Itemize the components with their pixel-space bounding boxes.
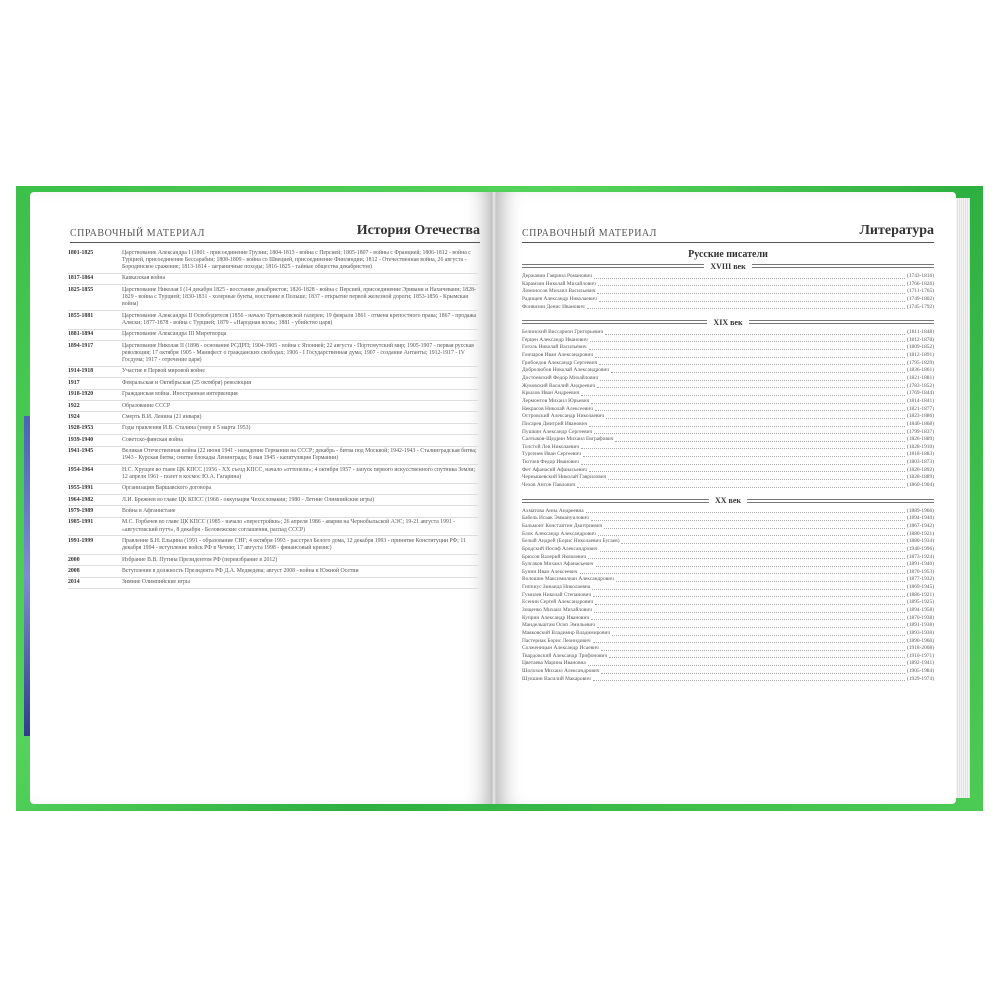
timeline-row — [68, 578, 478, 589]
dot-leader — [581, 390, 905, 396]
timeline-text: Л.И. Брежнев во главе ЦК КПСС (1968 - оккупация Чехословакии; 1980 - Летние Олимпийские игры) — [122, 496, 375, 503]
writer-row — [522, 304, 934, 312]
timeline-years: 1979-1989 — [68, 508, 94, 515]
writer-row — [522, 630, 934, 638]
dot-leader — [600, 546, 906, 552]
dot-leader — [591, 398, 905, 404]
writer-years: (1892-1941) — [907, 660, 934, 667]
timeline-row — [68, 566, 478, 577]
writer-name: Пастернак Борис Леонидович — [522, 637, 591, 644]
writer-name: Бродский Иосиф Александрович — [522, 545, 598, 552]
writer-name: Фет Афанасий Афанасьевич — [522, 466, 587, 473]
list-title: Русские писатели — [688, 249, 768, 260]
writer-years: (1811-1848) — [907, 329, 934, 336]
timeline-row — [68, 311, 478, 330]
writer-years: (1711-1765) — [907, 288, 934, 295]
writer-years: (1894-1940) — [907, 515, 934, 522]
writer-name: Ахматова Анна Андреевна — [522, 507, 584, 514]
dot-leader — [586, 508, 905, 514]
writer-years: (1745-1792) — [907, 303, 934, 310]
century-heading — [522, 496, 934, 506]
timeline-years: 2014 — [68, 579, 80, 586]
writer-years: (1823-1886) — [907, 413, 934, 420]
timeline-text: Правление Б.Н. Ельцина (1991 - образование СНГ; 4 октября 1993 - расстрел Белого дома, 12 декабря 1993 - принятие Конституции РФ; 11 декабря 1994 - вступление войск РФ в Чечню; 17 августа 1998 - финансовый кризис) — [122, 538, 466, 552]
dot-leader — [595, 352, 905, 358]
header-subject: История Отечества — [356, 223, 480, 238]
timeline-text: Годы правления И.В. Сталина (умер в 5 марта 1953) — [122, 425, 251, 432]
timeline-row — [68, 424, 478, 435]
dot-leader — [604, 523, 905, 529]
writer-row — [522, 413, 934, 421]
writer-row — [522, 281, 934, 289]
writer-years: (1814-1841) — [907, 397, 934, 404]
writer-years: (1840-1868) — [907, 420, 934, 427]
writer-years: (1893-1930) — [907, 629, 934, 636]
dot-leader — [587, 304, 905, 310]
writer-years: (1940-1996) — [907, 545, 934, 552]
writer-name: Державин Гавриил Романович — [522, 273, 592, 279]
timeline-text: Война в Афганистане — [122, 508, 176, 515]
timeline-row — [68, 495, 478, 506]
timeline-years: 1918-1920 — [68, 391, 94, 398]
timeline-years: 1991-1999 — [68, 538, 94, 545]
writer-name: Зощенко Михаил Михайлович — [522, 606, 592, 613]
writer-row — [522, 352, 934, 360]
writer-row — [522, 584, 934, 592]
writer-name: Шолохов Михаил Александрович — [522, 668, 600, 675]
writer-row — [522, 668, 934, 676]
writer-years: (1910-1971) — [907, 652, 934, 659]
writer-name: Мандельштам Осип Эмильевич — [522, 622, 596, 629]
timeline-text: Царствование Александра I (1801 - присоединение Грузии; 1804-1813 - война с Персией; 1805-1807 - войны с Францией; 1806-1812 - война с Турцией, присоединение Бессарабии; 1808-1809 - война со Швецией, присоединение Финляндии; 1812 - Отечественная война, 26 августа - Бородинское сражение; 1813-1814 - заграничные походы; 1816-1825 - тайные общества декабристов) — [122, 249, 471, 270]
dot-leader — [594, 429, 905, 435]
writer-years: (1889-1966) — [907, 507, 934, 514]
timeline-row — [68, 518, 478, 537]
dot-leader — [577, 482, 905, 488]
dot-leader — [581, 459, 905, 465]
dot-leader — [599, 360, 905, 366]
writer-years: (1821-1881) — [907, 375, 934, 382]
writer-name: Солженицын Александр Исаевич — [522, 645, 599, 652]
writer-name: Герцен Александр Иванович — [522, 336, 588, 343]
writer-years: (1880-1934) — [907, 538, 934, 545]
writer-name: Салтыков-Щедрин Михаил Евграфович — [522, 436, 614, 443]
timeline-row — [68, 435, 478, 446]
timeline-years: 1914-1918 — [68, 368, 94, 375]
writer-name: Ломоносов Михаил Васильевич — [522, 288, 596, 295]
writer-years: (1795-1829) — [907, 359, 934, 366]
writer-row — [522, 390, 934, 398]
dot-leader — [612, 630, 905, 636]
writer-row — [522, 622, 934, 630]
writer-years: (1880-1921) — [907, 530, 934, 537]
writer-years: (1877-1932) — [907, 576, 934, 583]
timeline-years: 2000 — [68, 556, 80, 563]
writer-name: Брюсов Валерий Яковлевич — [522, 553, 587, 560]
timeline-text: Н.С. Хрущев во главе ЦК КПСС (1956 - XX съезд КПСС, начало «оттепели»; 4 октября 1957 - запуск первого искусственного спутника Земли; 12 апреля 1961 - полет в космос Ю.А. Гагарина) — [122, 466, 476, 480]
timeline-years: 1928-1953 — [68, 425, 94, 432]
writer-name: Шукшин Василий Макарович — [522, 675, 591, 682]
writer-name: Чернышевский Николай Гаврилович — [522, 474, 607, 481]
timeline-text: Гражданская война. Иностранная интервенция — [122, 391, 238, 398]
writer-name: Блок Александр Александрович — [522, 530, 596, 537]
timeline-years: 1855-1881 — [68, 312, 94, 319]
writer-years: (1828-1910) — [907, 443, 934, 450]
writer-row — [522, 474, 934, 482]
writer-name: Гончаров Иван Александрович — [522, 352, 594, 359]
timeline-years: 1939-1940 — [68, 436, 94, 443]
writer-row — [522, 638, 934, 646]
writer-years: (1826-1889) — [907, 436, 934, 443]
writer-name: Белый Андрей (Борис Николаевич Бугаев) — [522, 538, 620, 545]
writer-name: Гиппиус Зинаида Николаевна — [522, 584, 591, 591]
writer-row — [522, 538, 934, 546]
writer-row — [522, 615, 934, 623]
writer-years: (1929-1974) — [907, 675, 934, 682]
writer-row — [522, 459, 934, 467]
dot-leader — [593, 592, 905, 598]
writer-name: Маяковский Владимир Владимирович — [522, 629, 611, 636]
writer-name: Пушкин Александр Сергеевич — [522, 428, 593, 435]
dot-leader — [608, 474, 905, 480]
century-sections — [522, 261, 934, 683]
timeline-text: М.С. Горбачев во главе ЦК КПСС (1985 - начало «перестройки»; 26 апреля 1986 - авария на Чернобыльской АЭС; 19-21 августа 1991 - «августовский путч», 8 декабря - Беловежские соглашения, распад СССР) — [122, 519, 456, 533]
writer-name: Есенин Сергей Александрович — [522, 599, 594, 606]
timeline-text: Царствование Николая II (1898 - основание РСДРП; 1904-1905 - война с Японией; 22 августа - Портсмутский мир; 1905-1907 - первая русская революция; 17 октября 1905 - Манифест о гражданских свободах; 1906 - I Государственная дума; 1907 - создание Антанты; 1912-1917 - IV Госдума; 1917 - отречение царя) — [122, 342, 474, 363]
dot-leader — [605, 329, 905, 335]
writer-years: (1820-1892) — [907, 466, 934, 473]
history-timeline — [68, 248, 478, 589]
writer-row — [522, 344, 934, 352]
dot-leader — [606, 413, 905, 419]
timeline-text: Царствование Николая I (14 декабря 1825 - восстание декабристов; 1826-1828 - война с Персией, присоединение Эривани и Нахичевани; 1828-1829 - война с Турцией; 1830-1831 - холерные бунты, восстание в Польше; 1837 - открытие первой железной дороги; 1853-1856 - Крымская война) — [122, 286, 476, 308]
timeline-years: 1881-1894 — [68, 331, 94, 338]
writer-years: (1890-1960) — [907, 637, 934, 644]
writer-name: Толстой Лев Николаевич — [522, 443, 580, 450]
timeline-years: 1922 — [68, 402, 80, 409]
heading-rule — [747, 499, 934, 503]
timeline-years: 1955-1991 — [68, 485, 94, 492]
timeline-text: Участие в Первой мировой войне — [122, 368, 205, 375]
timeline-row — [68, 506, 478, 517]
timeline-row — [68, 536, 478, 555]
writer-row — [522, 288, 934, 296]
writer-name: Некрасов Николай Алексеевич — [522, 405, 593, 412]
writer-years: (1821-1877) — [907, 405, 934, 412]
writer-name: Тютчев Федор Иванович — [522, 459, 579, 466]
writer-years: (1895-1925) — [907, 599, 934, 606]
writer-row — [522, 569, 934, 577]
timeline-text: Образование СССР — [122, 402, 171, 409]
heading-rule — [522, 264, 704, 268]
writer-name: Булгаков Михаил Афанасьевич — [522, 561, 594, 568]
writer-name: Островский Александр Николаевич — [522, 413, 605, 420]
dot-leader — [609, 653, 905, 659]
century-label: XIX век — [713, 317, 743, 327]
timeline-years: 1894-1917 — [68, 342, 94, 349]
writer-name: Гоголь Николай Васильевич — [522, 344, 587, 351]
writer-row — [522, 367, 934, 375]
header-section: СПРАВОЧНЫЙ МАТЕРИАЛ — [522, 228, 657, 239]
right-page — [496, 192, 956, 804]
writer-years: (1870-1953) — [907, 568, 934, 575]
writer-years: (1809-1852) — [907, 344, 934, 351]
timeline-years: 1917 — [68, 379, 80, 386]
dot-leader — [597, 288, 905, 294]
writer-years: (1743-1816) — [907, 273, 934, 279]
timeline-years: 1941-1945 — [68, 448, 94, 455]
heading-rule — [522, 499, 709, 503]
timeline-years: 1825-1855 — [68, 286, 94, 293]
dot-leader — [594, 273, 905, 279]
writer-row — [522, 436, 934, 444]
writer-row — [522, 451, 934, 459]
timeline-text: Зимние Олимпийские игры — [122, 579, 190, 586]
writer-years: (1894-1958) — [907, 606, 934, 613]
century-label: XX век — [714, 496, 742, 506]
dot-leader — [601, 645, 905, 651]
timeline-row — [68, 447, 478, 466]
dot-leader — [597, 383, 905, 389]
timeline-text: Избрание В.В. Путина Президентом РФ (переизбрание в 2012) — [122, 556, 278, 563]
writer-years: (1905-1984) — [907, 668, 934, 675]
timeline-years: 1964-1982 — [68, 496, 94, 503]
writer-years: (1836-1861) — [907, 367, 934, 374]
writer-name: Твардовский Александр Трифонович — [522, 652, 608, 659]
writer-row — [522, 676, 934, 684]
timeline-row — [68, 484, 478, 495]
book-spread — [30, 192, 970, 804]
writer-row — [522, 599, 934, 607]
writer-name: Цветаева Марина Ивановна — [522, 660, 586, 667]
dot-leader — [589, 467, 905, 473]
writer-years: (1783-1852) — [907, 382, 934, 389]
writer-row — [522, 329, 934, 337]
dot-leader — [595, 599, 905, 605]
dot-leader — [597, 622, 905, 628]
writer-years: (1812-1870) — [907, 336, 934, 343]
timeline-text: Царствование Александра II Освободителя (1856 - начало Третьяковской галереи; 19 февраля 1861 - отмена крепостного права; 1867 - продажа Аляски; 1877-1878 - война с Турцией; 1879 - «Народная воля»; 1881 - убийство царя) — [122, 312, 477, 326]
dot-leader — [595, 406, 905, 412]
writer-name: Достоевский Федор Михайлович — [522, 375, 599, 382]
timeline-text: Вступление в должность Президента РФ Д.А. Медведева; август 2008 - война в Южной Осетии — [122, 568, 359, 575]
writer-row — [522, 482, 934, 490]
writer-name: Писарев Дмитрий Иванович — [522, 420, 588, 427]
dot-leader — [616, 576, 905, 582]
dot-leader — [596, 561, 906, 567]
writer-name: Радищев Александр Николаевич — [522, 295, 597, 302]
dot-leader — [601, 668, 905, 674]
dot-leader — [594, 607, 905, 613]
writer-row — [522, 375, 934, 383]
century-heading — [522, 261, 934, 271]
writer-years: (1867-1942) — [907, 522, 934, 529]
timeline-row — [68, 465, 478, 484]
dot-leader — [592, 584, 905, 590]
writer-row — [522, 660, 934, 668]
writer-name: Бабель Исаак Эммануилович — [522, 515, 589, 522]
timeline-years: 1985-1991 — [68, 519, 94, 526]
writer-row — [522, 515, 934, 523]
writers-list — [522, 248, 934, 683]
dot-leader — [593, 676, 905, 682]
timeline-row — [68, 274, 478, 285]
timeline-years: 2008 — [68, 568, 80, 575]
page-header — [522, 218, 934, 243]
writer-name: Грибоедов Александр Сергеевич — [522, 359, 598, 366]
writer-years: (1799-1837) — [907, 428, 934, 435]
writer-years: (1766-1826) — [907, 280, 934, 287]
century-label: XVIII век — [710, 261, 746, 271]
century-heading — [522, 317, 934, 327]
timeline-text: Организация Варшавского договора — [122, 485, 212, 492]
dot-leader — [621, 538, 905, 544]
timeline-text: Царствование Александра III Миротворца — [122, 331, 227, 338]
writer-row — [522, 554, 934, 562]
dot-leader — [600, 375, 905, 381]
timeline-row — [68, 341, 478, 367]
writer-row — [522, 444, 934, 452]
writer-years: (1812-1891) — [907, 352, 934, 359]
timeline-text: Февральская и Октябрьская (25 октября) революции — [122, 379, 252, 386]
timeline-years: 1954-1964 — [68, 466, 94, 473]
writer-name: Фонвизин Денис Иванович — [522, 303, 585, 310]
timeline-row — [68, 412, 478, 423]
timeline-row — [68, 401, 478, 412]
timeline-text: Смерть В.И. Ленина (21 января) — [122, 413, 202, 420]
header-subject: Литература — [859, 223, 934, 238]
writer-years: (1828-1889) — [907, 474, 934, 481]
timeline-years: 1924 — [68, 413, 80, 420]
heading-rule — [752, 264, 934, 268]
dot-leader — [599, 296, 905, 302]
writer-years: (1769-1844) — [907, 390, 934, 397]
writer-years: (1891-1938) — [907, 622, 934, 629]
dot-leader — [590, 337, 905, 343]
timeline-row — [68, 330, 478, 341]
timeline-text: Кавказская война — [122, 275, 166, 282]
writer-years: (1886-1921) — [907, 591, 934, 598]
dot-leader — [615, 436, 905, 442]
dot-leader — [598, 281, 905, 287]
writer-name: Гумилев Николай Степанович — [522, 591, 592, 598]
timeline-row — [68, 367, 478, 378]
timeline-row — [68, 390, 478, 401]
writer-name: Лермонтов Михаил Юрьевич — [522, 397, 590, 404]
timeline-row — [68, 248, 478, 274]
timeline-row — [68, 378, 478, 389]
writer-name: Жуковский Василий Андреевич — [522, 382, 596, 389]
dot-leader — [591, 615, 905, 621]
dot-leader — [588, 554, 905, 560]
dot-leader — [580, 569, 906, 575]
writer-name: Бальмонт Константин Дмитриевич — [522, 522, 603, 529]
writer-row — [522, 561, 934, 569]
writer-name: Тургенев Иван Сергеевич — [522, 451, 581, 458]
left-page — [30, 192, 492, 804]
writer-row — [522, 546, 934, 554]
writer-row — [522, 398, 934, 406]
dot-leader — [581, 444, 905, 450]
dot-leader — [583, 451, 905, 457]
writer-name: Добролюбов Николай Александрович — [522, 367, 610, 374]
writer-row — [522, 653, 934, 661]
writer-years: (1870-1938) — [907, 614, 934, 621]
page-header — [70, 218, 480, 243]
writer-row — [522, 273, 934, 281]
dot-leader — [593, 638, 906, 644]
writer-name: Куприн Александр Иванович — [522, 614, 590, 621]
writer-name: Чехов Антон Павлович — [522, 482, 576, 489]
writer-years: (1873-1924) — [907, 553, 934, 560]
dot-leader — [611, 367, 905, 373]
timeline-text: Великая Отечественная война (22 июня 1941 - нападение Германии на СССР; декабрь - битва под Москвой; 1942-1943 - Сталинградская битва; 1943 - Курская битва; снятие блокады Ленинграда; 8 мая 1945 - капитуляция Германии) — [122, 448, 477, 462]
writer-name: Бунин Иван Алексеевич — [522, 568, 578, 575]
writer-row — [522, 296, 934, 304]
writer-years: (1918-2008) — [907, 645, 934, 652]
writer-row — [522, 607, 934, 615]
dot-leader — [589, 344, 906, 350]
writer-name: Крылов Иван Андреевич — [522, 390, 580, 397]
writer-name: Белинский Виссарион Григорьевич — [522, 329, 604, 336]
timeline-row — [68, 285, 478, 311]
dot-leader — [591, 515, 905, 521]
header-section: СПРАВОЧНЫЙ МАТЕРИАЛ — [70, 228, 205, 239]
writer-row — [522, 645, 934, 653]
writer-row — [522, 576, 934, 584]
dot-leader — [588, 660, 905, 666]
timeline-years: 1801-1825 — [68, 249, 94, 256]
writer-years: (1891-1940) — [907, 561, 934, 568]
writer-row — [522, 523, 934, 531]
writer-row — [522, 383, 934, 391]
dot-leader — [589, 421, 905, 427]
writer-years: (1803-1873) — [907, 459, 934, 466]
writer-years: (1860-1904) — [907, 482, 934, 489]
writer-years: (1869-1945) — [907, 584, 934, 591]
writer-name: Волошин Максимилиан Александрович — [522, 576, 614, 583]
dot-leader — [598, 531, 905, 537]
timeline-row — [68, 555, 478, 566]
timeline-text: Советско-финская война — [122, 436, 183, 443]
writer-years: (1749-1802) — [907, 295, 934, 302]
heading-rule — [522, 320, 707, 324]
writer-name: Карамзин Николай Михайлович — [522, 280, 596, 287]
writer-years: (1818-1883) — [907, 451, 934, 458]
writer-row — [522, 421, 934, 429]
heading-rule — [749, 320, 934, 324]
timeline-years: 1817-1864 — [68, 275, 94, 282]
